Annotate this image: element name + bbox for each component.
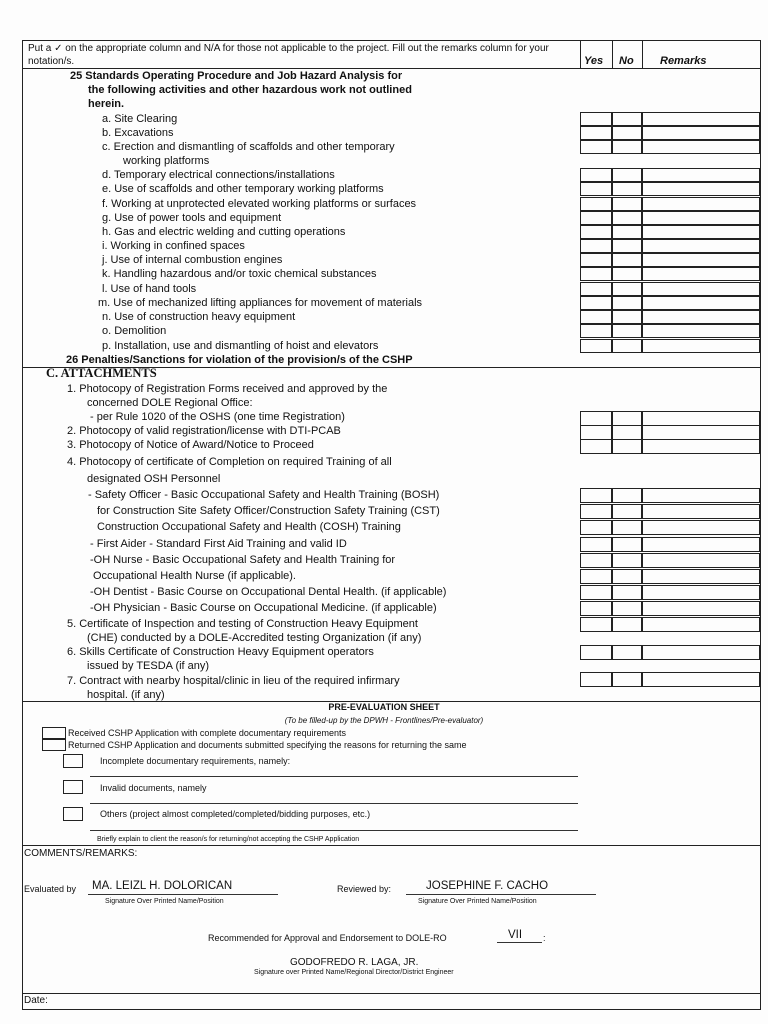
item-25-title: herein. bbox=[88, 98, 125, 110]
reviewed-sig-caption: Signature Over Printed Name/Position bbox=[418, 898, 537, 905]
remarks-cell[interactable] bbox=[642, 617, 760, 632]
list-item: h. Gas and electric welding and cutting operations bbox=[102, 226, 346, 238]
remarks-cell[interactable] bbox=[642, 585, 760, 600]
list-item: i. Working in confined spaces bbox=[102, 240, 245, 252]
no-cell[interactable] bbox=[612, 182, 642, 196]
remarks-cell[interactable] bbox=[642, 112, 760, 126]
remarks-cell[interactable] bbox=[642, 520, 760, 535]
yes-cell[interactable] bbox=[580, 553, 612, 568]
no-cell[interactable] bbox=[612, 140, 642, 154]
yes-cell[interactable] bbox=[580, 225, 612, 239]
no-cell[interactable] bbox=[612, 617, 642, 632]
returned-checkbox[interactable] bbox=[42, 739, 66, 751]
no-cell[interactable] bbox=[612, 197, 642, 211]
list-item: p. Installation, use and dismantling of hoist and elevators bbox=[102, 340, 379, 352]
pre-eval-subtitle: (To be filled-up by the DPWH - Frontlines/Pre-evaluator) bbox=[284, 716, 484, 725]
no-cell[interactable] bbox=[612, 239, 642, 253]
recommended-text: Recommended for Approval and Endorsement to DOLE-RO bbox=[208, 933, 447, 943]
director-name: GODOFREDO R. LAGA, JR. bbox=[290, 957, 419, 968]
remarks-cell[interactable] bbox=[642, 339, 760, 353]
no-cell[interactable] bbox=[612, 601, 642, 616]
attachment-line: (CHE) conducted by a DOLE-Accredited testing Organization (if any) bbox=[87, 632, 422, 644]
col-no-header: No bbox=[619, 55, 634, 67]
no-cell[interactable] bbox=[612, 504, 642, 519]
item-25-title: 25 Standards Operating Procedure and Job Hazard Analysis for bbox=[70, 70, 403, 82]
yes-cell[interactable] bbox=[580, 504, 612, 519]
section-divider bbox=[22, 845, 761, 846]
yes-cell[interactable] bbox=[580, 339, 612, 353]
no-cell[interactable] bbox=[612, 168, 642, 182]
yes-cell[interactable] bbox=[580, 439, 612, 454]
remarks-cell[interactable] bbox=[642, 601, 760, 616]
no-cell[interactable] bbox=[612, 411, 642, 426]
no-cell[interactable] bbox=[612, 225, 642, 239]
remarks-cell[interactable] bbox=[642, 569, 760, 584]
remarks-cell[interactable] bbox=[642, 253, 760, 267]
list-item: l. Use of hand tools bbox=[102, 283, 197, 295]
list-item: b. Excavations bbox=[102, 127, 174, 139]
incomplete-line[interactable] bbox=[90, 776, 578, 777]
remarks-cell[interactable] bbox=[642, 140, 760, 154]
evaluated-sign-line bbox=[88, 894, 278, 895]
no-cell[interactable] bbox=[612, 126, 642, 140]
no-cell[interactable] bbox=[612, 488, 642, 503]
remarks-cell[interactable] bbox=[642, 282, 760, 296]
remarks-cell[interactable] bbox=[642, 645, 760, 660]
remarks-cell[interactable] bbox=[642, 239, 760, 253]
remarks-cell[interactable] bbox=[642, 168, 760, 182]
attachment-line: concerned DOLE Regional Office: bbox=[87, 397, 253, 409]
no-cell[interactable] bbox=[612, 425, 642, 440]
list-item: f. Working at unprotected elevated working platforms or surfaces bbox=[102, 198, 417, 210]
attachment-line: 2. Photocopy of valid registration/license with DTI-PCAB bbox=[67, 425, 341, 437]
comments-label: COMMENTS/REMARKS: bbox=[24, 848, 138, 859]
region-value: VII bbox=[508, 929, 523, 941]
attachment-line: 5. Certificate of Inspection and testing of Construction Heavy Equipment bbox=[67, 618, 418, 630]
remarks-cell[interactable] bbox=[642, 182, 760, 196]
attachment-line: 4. Photocopy of certificate of Completion on required Training of all bbox=[67, 456, 392, 468]
list-item: g. Use of power tools and equipment bbox=[102, 212, 282, 224]
attachment-line: -OH Physician - Basic Course on Occupational Medicine. (if applicable) bbox=[90, 602, 437, 614]
no-cell[interactable] bbox=[612, 296, 642, 310]
others-checkbox[interactable] bbox=[63, 807, 83, 821]
attachment-line: -OH Nurse - Basic Occupational Safety and Health Training for bbox=[90, 554, 396, 566]
remarks-cell[interactable] bbox=[642, 296, 760, 310]
invalid-checkbox[interactable] bbox=[63, 780, 83, 794]
attachment-line: -OH Dentist - Basic Course on Occupational Dental Health. (if applicable) bbox=[90, 586, 447, 598]
remarks-cell[interactable] bbox=[642, 537, 760, 552]
attachment-line: hospital. (if any) bbox=[87, 689, 165, 701]
remarks-cell[interactable] bbox=[642, 310, 760, 324]
list-item: m. Use of mechanized lifting appliances for movement of materials bbox=[98, 297, 423, 309]
remarks-cell[interactable] bbox=[642, 425, 760, 440]
col-remarks-header: Remarks bbox=[660, 55, 707, 67]
list-item: j. Use of internal combustion engines bbox=[102, 254, 283, 266]
no-cell[interactable] bbox=[612, 211, 642, 225]
remarks-cell[interactable] bbox=[642, 211, 760, 225]
remarks-cell[interactable] bbox=[642, 197, 760, 211]
col-divider bbox=[580, 40, 581, 68]
attachment-line: - Safety Officer - Basic Occupational Safety and Health Training (BOSH) bbox=[88, 489, 440, 501]
remarks-cell[interactable] bbox=[642, 488, 760, 503]
attachment-line: 3. Photocopy of Notice of Award/Notice to Proceed bbox=[67, 439, 314, 451]
yes-cell[interactable] bbox=[580, 112, 612, 126]
no-cell[interactable] bbox=[612, 112, 642, 126]
reviewed-sign-line bbox=[406, 894, 596, 895]
attachment-line: Occupational Health Nurse (if applicable). bbox=[93, 570, 296, 582]
attachment-line: issued by TESDA (if any) bbox=[87, 660, 210, 672]
yes-cell[interactable] bbox=[580, 140, 612, 154]
explain-note: Briefly explain to client the reason/s for returning/not accepting the CSHP Application bbox=[97, 836, 360, 843]
yes-cell[interactable] bbox=[580, 537, 612, 552]
no-cell[interactable] bbox=[612, 537, 642, 552]
date-label: Date: bbox=[24, 995, 48, 1006]
no-cell[interactable] bbox=[612, 324, 642, 338]
others-label: Others (project almost completed/completed/bidding purposes, etc.) bbox=[100, 809, 371, 819]
list-item: working platforms bbox=[123, 155, 210, 167]
invalid-line[interactable] bbox=[90, 803, 578, 804]
remarks-cell[interactable] bbox=[642, 553, 760, 568]
date-divider bbox=[22, 993, 761, 994]
no-cell[interactable] bbox=[612, 339, 642, 353]
yes-cell[interactable] bbox=[580, 645, 612, 660]
no-cell[interactable] bbox=[612, 267, 642, 281]
col-divider bbox=[642, 40, 643, 68]
yes-cell[interactable] bbox=[580, 488, 612, 503]
yes-cell[interactable] bbox=[580, 197, 612, 211]
yes-cell[interactable] bbox=[580, 310, 612, 324]
no-cell[interactable] bbox=[612, 553, 642, 568]
list-item: k. Handling hazardous and/or toxic chemical substances bbox=[102, 268, 377, 280]
invalid-label: Invalid documents, namely bbox=[100, 783, 207, 793]
attachment-line: for Construction Site Safety Officer/Construction Safety Training (CST) bbox=[97, 505, 440, 517]
incomplete-checkbox[interactable] bbox=[63, 754, 83, 768]
yes-cell[interactable] bbox=[580, 617, 612, 632]
attachment-line: 7. Contract with nearby hospital/clinic in lieu of the required infirmary bbox=[67, 675, 400, 687]
attachment-line: - First Aider - Standard First Aid Training and valid ID bbox=[90, 538, 347, 550]
yes-cell[interactable] bbox=[580, 267, 612, 281]
list-item: e. Use of scaffolds and other temporary working platforms bbox=[102, 183, 384, 195]
list-item: a. Site Clearing bbox=[102, 113, 178, 125]
director-caption: Signature over Printed Name/Regional Director/District Engineer bbox=[254, 969, 454, 976]
list-item: d. Temporary electrical connections/installations bbox=[102, 169, 335, 181]
evaluated-by-label: Evaluated by bbox=[24, 884, 77, 894]
incomplete-label: Incomplete documentary requirements, namely: bbox=[100, 756, 291, 766]
list-item: n. Use of construction heavy equipment bbox=[102, 311, 296, 323]
no-cell[interactable] bbox=[612, 645, 642, 660]
received-option-label: Received CSHP Application with complete documentary requirements bbox=[68, 728, 346, 738]
remarks-cell[interactable] bbox=[642, 439, 760, 454]
yes-cell[interactable] bbox=[580, 239, 612, 253]
others-line[interactable] bbox=[90, 830, 578, 831]
no-cell[interactable] bbox=[612, 672, 642, 687]
attachment-line: designated OSH Personnel bbox=[87, 473, 221, 485]
yes-cell[interactable] bbox=[580, 182, 612, 196]
no-cell[interactable] bbox=[612, 282, 642, 296]
header-divider bbox=[22, 68, 761, 69]
yes-cell[interactable] bbox=[580, 126, 612, 140]
col-yes-header: Yes bbox=[584, 55, 604, 67]
attachment-line: 1. Photocopy of Registration Forms received and approved by the bbox=[67, 383, 388, 395]
no-cell[interactable] bbox=[612, 253, 642, 267]
reviewed-by-name: JOSEPHINE F. CACHO bbox=[426, 880, 549, 892]
yes-cell[interactable] bbox=[580, 411, 612, 426]
item-25-title: the following activities and other hazardous work not outlined bbox=[88, 84, 412, 96]
list-item: o. Demolition bbox=[102, 325, 167, 337]
reviewed-by-label: Reviewed by: bbox=[337, 884, 392, 894]
yes-cell[interactable] bbox=[580, 253, 612, 267]
yes-cell[interactable] bbox=[580, 569, 612, 584]
no-cell[interactable] bbox=[612, 310, 642, 324]
col-divider bbox=[612, 40, 613, 68]
remarks-cell[interactable] bbox=[642, 672, 760, 687]
recommended-colon: : bbox=[543, 933, 546, 943]
remarks-cell[interactable] bbox=[642, 324, 760, 338]
no-cell[interactable] bbox=[612, 439, 642, 454]
attachments-title: C. ATTACHMENTS bbox=[46, 366, 157, 380]
remarks-cell[interactable] bbox=[642, 126, 760, 140]
yes-cell[interactable] bbox=[580, 585, 612, 600]
list-item: c. Erection and dismantling of scaffolds and other temporary bbox=[102, 141, 395, 153]
yes-cell[interactable] bbox=[580, 601, 612, 616]
received-checkbox[interactable] bbox=[42, 727, 66, 739]
yes-cell[interactable] bbox=[580, 520, 612, 535]
region-line bbox=[497, 942, 542, 943]
attachment-line: - per Rule 1020 of the OSHS (one time Registration) bbox=[90, 411, 345, 423]
yes-cell[interactable] bbox=[580, 211, 612, 225]
no-cell[interactable] bbox=[612, 585, 642, 600]
pre-eval-title: PRE-EVALUATION SHEET bbox=[328, 702, 440, 712]
yes-cell[interactable] bbox=[580, 324, 612, 338]
evaluated-sig-caption: Signature Over Printed Name/Position bbox=[105, 898, 224, 905]
attachment-line: 6. Skills Certificate of Construction Heavy Equipment operators bbox=[67, 646, 374, 658]
remarks-cell[interactable] bbox=[642, 225, 760, 239]
attachment-line: Construction Occupational Safety and Health (COSH) Training bbox=[97, 521, 401, 533]
yes-cell[interactable] bbox=[580, 425, 612, 440]
yes-cell[interactable] bbox=[580, 296, 612, 310]
item-26-title: 26 Penalties/Sanctions for violation of the provision/s of the CSHP bbox=[66, 354, 413, 366]
remarks-cell[interactable] bbox=[642, 411, 760, 426]
instruction-text: Put a ✓ on the appropriate column and N/A for those not applicable to the project. Fill out the remarks column for your notation/s. bbox=[28, 43, 549, 67]
yes-cell[interactable] bbox=[580, 282, 612, 296]
no-cell[interactable] bbox=[612, 520, 642, 535]
no-cell[interactable] bbox=[612, 569, 642, 584]
remarks-cell[interactable] bbox=[642, 504, 760, 519]
returned-option-label: Returned CSHP Application and documents submitted specifying the reasons for returning the same bbox=[68, 740, 467, 750]
remarks-cell[interactable] bbox=[642, 267, 760, 281]
evaluated-by-name: MA. LEIZL H. DOLORICAN bbox=[92, 880, 233, 892]
yes-cell[interactable] bbox=[580, 168, 612, 182]
yes-cell[interactable] bbox=[580, 672, 612, 687]
